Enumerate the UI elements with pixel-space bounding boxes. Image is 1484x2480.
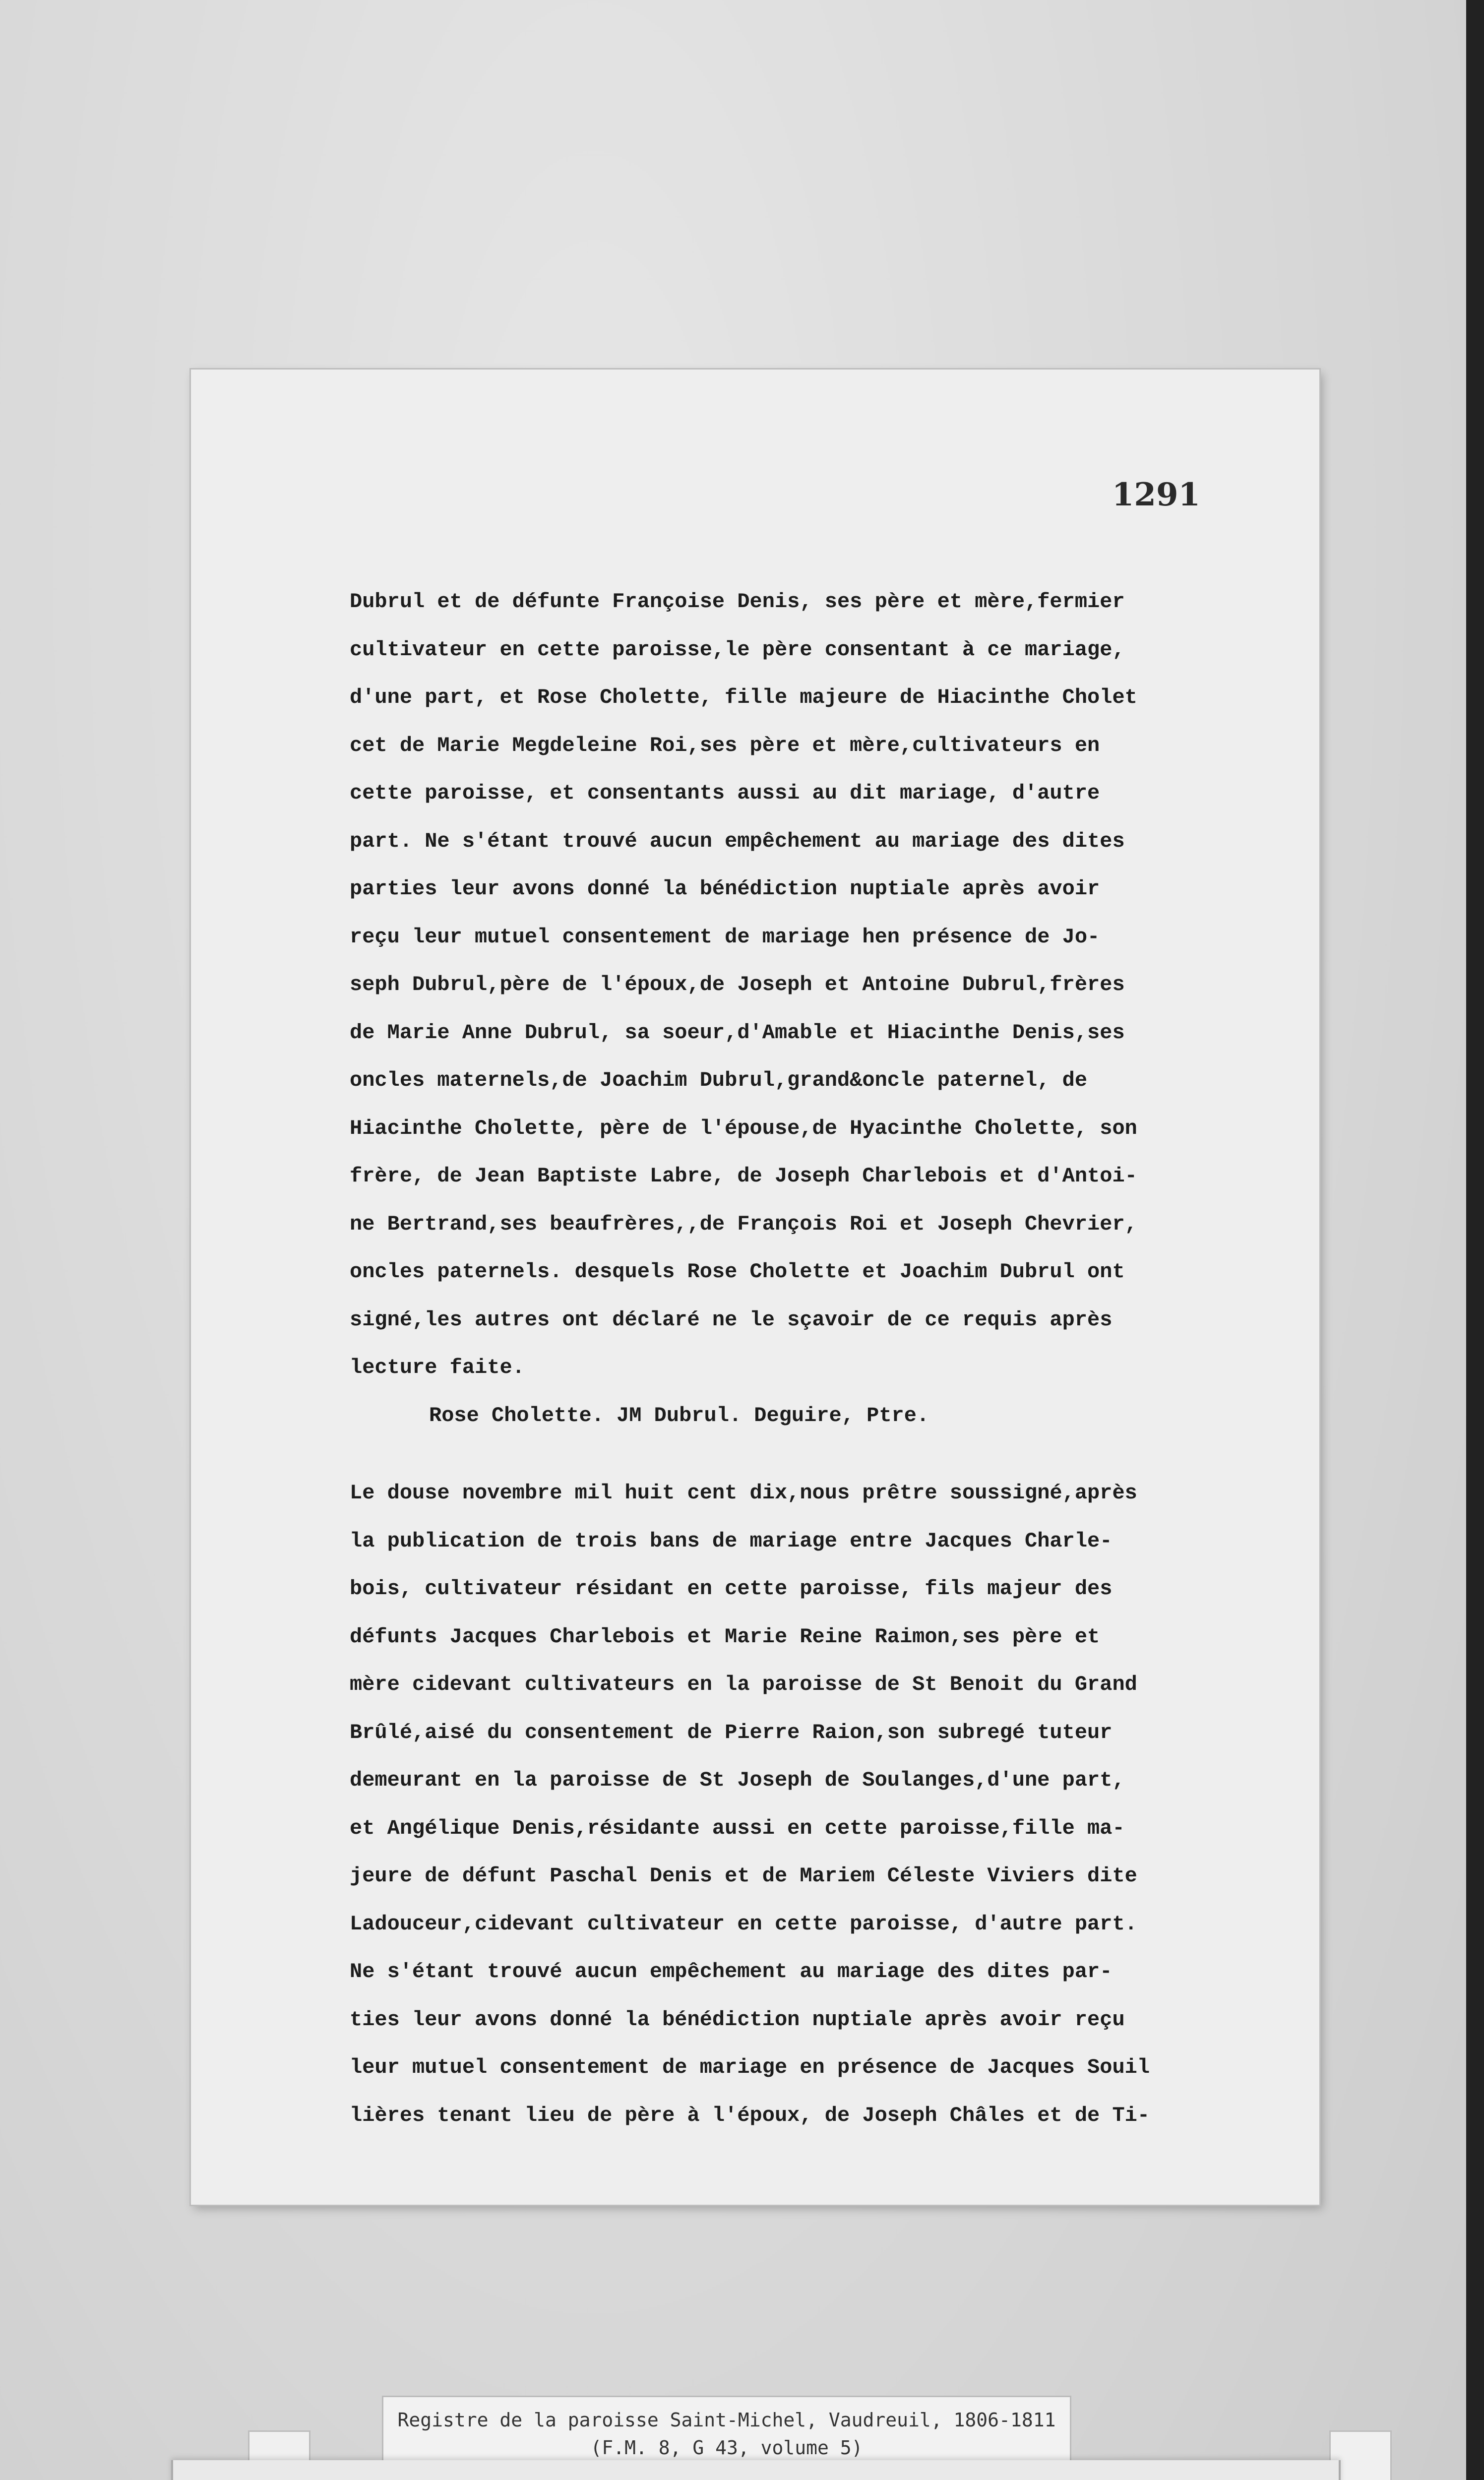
text-line: d'une part, et Rose Cholette, fille majeure de Hiacinthe Cholet <box>350 685 1137 709</box>
text-line: oncles paternels. desquels Rose Cholette et Joachim Dubrul ont <box>350 1260 1125 1284</box>
text-line: bois, cultivateur résidant en cette paroisse, fils majeur des <box>350 1577 1113 1601</box>
catalog-label <box>382 2396 1071 2470</box>
text-line: parties leur avons donné la bénédiction nuptiale après avoir <box>350 877 1100 901</box>
text-line: jeure de défunt Paschal Denis et de Mariem Céleste Viviers dite <box>350 1864 1137 1888</box>
text-line: ties leur avons donné la bénédiction nuptiale après avoir reçu <box>350 2007 1125 2032</box>
text-line: part. Ne s'étant trouvé aucun empêchement au mariage des dites <box>350 829 1125 853</box>
text-line: Hiacinthe Cholette, père de l'épouse,de Hyacinthe Cholette, son <box>350 1116 1137 1140</box>
text-line: frère, de Jean Baptiste Labre, de Joseph Charlebois et d'Antoi- <box>350 1164 1137 1188</box>
text-line: cultivateur en cette paroisse,le père consentant à ce mariage, <box>350 637 1125 662</box>
text-line: Le douse novembre mil huit cent dix,nous prêtre soussigné,après <box>350 1481 1137 1505</box>
text-line: la publication de trois bans de mariage entre Jacques Charle- <box>350 1529 1113 1553</box>
film-edge-right <box>1466 0 1484 2480</box>
text-line: demeurant en la paroisse de St Joseph de Soulanges,d'une part, <box>350 1768 1125 1792</box>
text-line: Ne s'étant trouvé aucun empêchement au mariage des dites par- <box>350 1960 1113 1984</box>
text-line: et Angélique Denis,résidante aussi en cette paroisse,fille ma- <box>350 1816 1125 1840</box>
text-line: lières tenant lieu de père à l'époux, de Joseph Châles et de Ti- <box>350 2103 1150 2127</box>
page-number: 1291 <box>1112 476 1200 513</box>
text-line: reçu leur mutuel consentement de mariage hen présence de Jo- <box>350 925 1100 949</box>
text-line: Dubrul et de défunte Françoise Denis, ses père et mère,fermier <box>350 590 1125 614</box>
catalog-label-title: Registre de la paroisse Saint-Michel, Vaudreuil, 1806-1811 <box>397 2409 1056 2431</box>
text-line: ne Bertrand,ses beaufrères,,de François Roi et Joseph Chevrier, <box>350 1212 1137 1236</box>
text-line: défunts Jacques Charlebois et Marie Reine Raimon,ses père et <box>350 1624 1100 1649</box>
catalog-label-reference: (F.M. 8, G 43, volume 5) <box>590 2437 863 2459</box>
text-line: cette paroisse, et consentants aussi au dit mariage, d'autre <box>350 781 1100 805</box>
text-line: leur mutuel consentement de mariage en présence de Jacques Souil <box>350 2055 1150 2079</box>
text-line: mère cidevant cultivateurs en la paroisse de St Benoit du Grand <box>350 1673 1137 1696</box>
entry-separator <box>350 1439 1272 1469</box>
text-line: de Marie Anne Dubrul, sa soeur,d'Amable et Hiacinthe Denis,ses <box>350 1020 1125 1045</box>
text-line: oncles maternels,de Joachim Dubrul,grand&oncle paternel, de <box>350 1068 1088 1092</box>
signature-line: Rose Cholette. JM Dubrul. Deguire, Ptre. <box>429 1403 929 1427</box>
register-page <box>191 370 1319 2205</box>
archives-card <box>171 2460 1341 2480</box>
text-line: signé,les autres ont déclaré ne le sçavoir de ce requis après <box>350 1307 1113 1332</box>
text-line: Ladouceur,cidevant cultivateur en cette paroisse, d'autre part. <box>350 1912 1137 1936</box>
register-entry-text <box>350 578 1272 2139</box>
text-line: seph Dubrul,père de l'époux,de Joseph et Antoine Dubrul,frères <box>350 973 1125 996</box>
text-line: lecture faite. <box>350 1356 525 1379</box>
text-line: Brûlé,aisé du consentement de Pierre Raion,son subregé tuteur <box>350 1720 1113 1744</box>
text-line: cet de Marie Megdeleine Roi,ses père et mère,cultivateurs en <box>350 733 1100 757</box>
